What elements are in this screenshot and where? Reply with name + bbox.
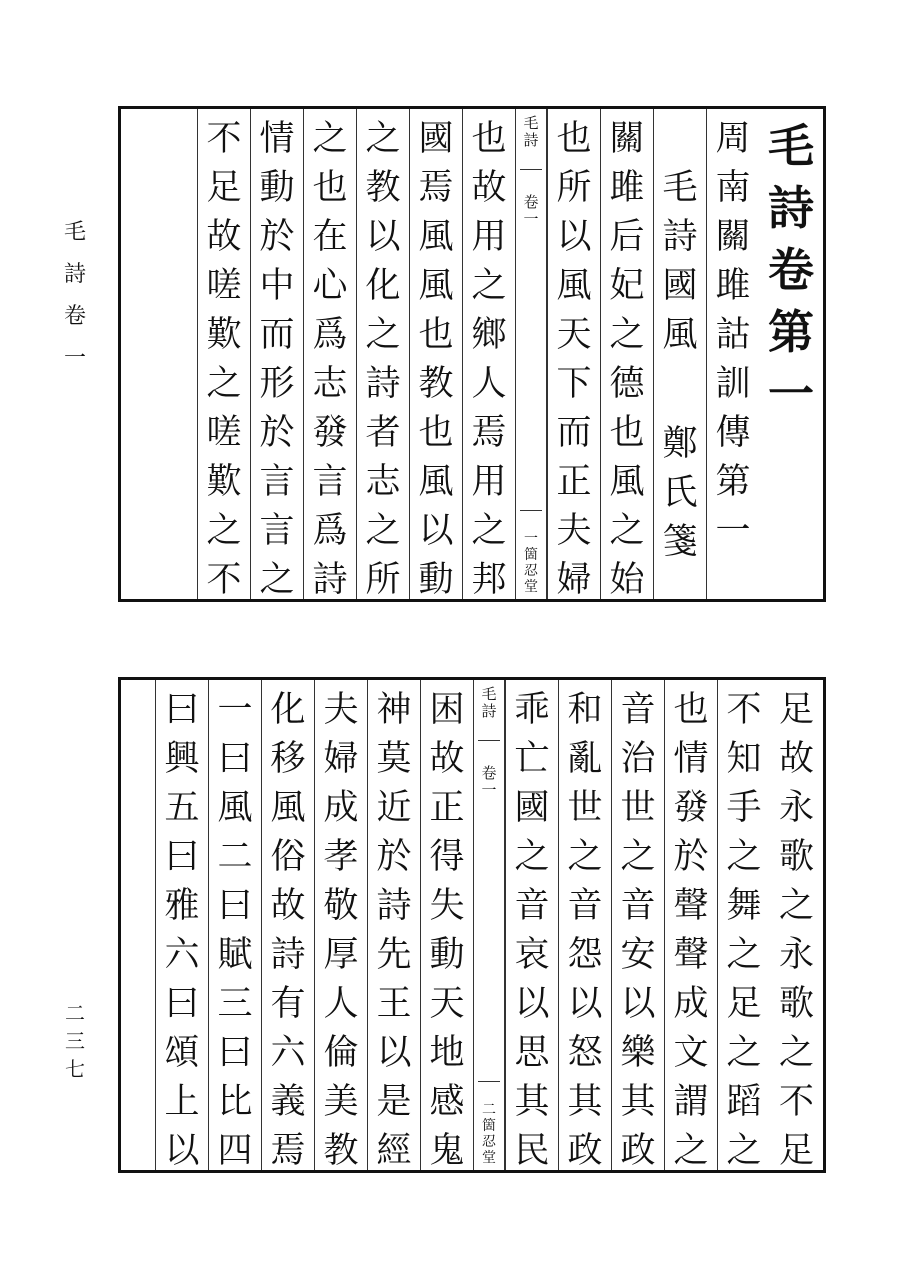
text-column xyxy=(356,109,409,599)
text-char: 詩 xyxy=(376,886,412,926)
text-column xyxy=(208,680,261,1170)
text-char: 之 xyxy=(365,315,401,355)
text-column xyxy=(611,680,664,1170)
text-char: 怒 xyxy=(567,1033,603,1073)
text-char: 美 xyxy=(323,1082,359,1122)
text-char: 俗 xyxy=(270,837,306,877)
text-char: 鬼 xyxy=(429,1131,465,1171)
text-char: 怨 xyxy=(567,935,603,975)
text-char: 足 xyxy=(726,984,762,1024)
text-char: 人 xyxy=(471,364,507,404)
text-char: 興 xyxy=(164,739,200,779)
text-char: 也 xyxy=(418,315,454,355)
text-char: 關 xyxy=(609,119,645,159)
text-char: 焉 xyxy=(471,413,507,453)
text-char: 成 xyxy=(673,984,709,1024)
text-char: 之 xyxy=(726,837,762,877)
text-char: 永 xyxy=(778,788,814,828)
text-char: 感 xyxy=(429,1082,465,1122)
text-char: 箋 xyxy=(662,522,698,562)
strip-char: 卷 xyxy=(481,764,497,782)
text-char: 雎 xyxy=(609,168,645,208)
text-column xyxy=(409,109,462,599)
text-char: 治 xyxy=(620,739,656,779)
text-char: 國 xyxy=(418,119,454,159)
text-char: 之 xyxy=(471,511,507,551)
text-char: 南 xyxy=(715,168,751,208)
text-column xyxy=(462,109,515,599)
text-char: 和 xyxy=(567,690,603,730)
text-char: 一 xyxy=(715,511,751,551)
text-char: 亂 xyxy=(567,739,603,779)
strip-char: 二 xyxy=(482,1102,496,1118)
top-folio xyxy=(118,106,826,602)
text-char: 哀 xyxy=(514,935,550,975)
text-char: 經 xyxy=(376,1131,412,1171)
text-char: 其 xyxy=(514,1082,550,1122)
text-char: 以 xyxy=(418,511,454,551)
text-char: 人 xyxy=(323,984,359,1024)
text-char: 之 xyxy=(206,364,242,404)
strip-rule xyxy=(478,1081,500,1082)
text-char: 天 xyxy=(556,315,592,355)
strip-char: 忍 xyxy=(524,563,538,579)
text-char: 動 xyxy=(429,935,465,975)
text-char: 婦 xyxy=(323,739,359,779)
text-char: 六 xyxy=(164,935,200,975)
text-char: 樂 xyxy=(620,1033,656,1073)
title-column xyxy=(759,109,823,599)
text-char: 困 xyxy=(429,690,465,730)
text-char: 嗟 xyxy=(206,413,242,453)
text-char: 蹈 xyxy=(726,1082,762,1122)
text-char: 歌 xyxy=(778,984,814,1024)
text-char: 言 xyxy=(259,511,295,551)
text-char: 六 xyxy=(270,1033,306,1073)
text-char: 動 xyxy=(259,168,295,208)
text-char: 義 xyxy=(270,1082,306,1122)
text-char: 風 xyxy=(556,266,592,306)
text-char: 鄭 xyxy=(662,424,698,464)
text-char: 之 xyxy=(620,837,656,877)
text-char: 發 xyxy=(673,788,709,828)
text-column xyxy=(547,109,600,599)
text-char: 而 xyxy=(259,315,295,355)
strip-char: 堂 xyxy=(524,579,538,595)
text-char: 之 xyxy=(726,935,762,975)
text-char: 風 xyxy=(418,266,454,306)
strip-char: 箇 xyxy=(524,547,538,563)
text-char: 於 xyxy=(376,837,412,877)
strip-rule xyxy=(520,510,542,511)
text-char: 傳 xyxy=(715,413,751,453)
text-char: 賦 xyxy=(217,935,253,975)
text-char: 孝 xyxy=(323,837,359,877)
text-char: 之 xyxy=(206,511,242,551)
text-char: 足 xyxy=(778,690,814,730)
text-char: 以 xyxy=(514,984,550,1024)
text-char: 志 xyxy=(312,364,348,404)
text-char: 一 xyxy=(217,690,253,730)
text-char: 文 xyxy=(673,1033,709,1073)
margin-title-char: 卷 xyxy=(63,304,86,329)
text-char: 五 xyxy=(164,788,200,828)
text-char: 厚 xyxy=(323,935,359,975)
text-char: 謂 xyxy=(673,1082,709,1122)
text-char: 曰 xyxy=(164,837,200,877)
text-char: 雎 xyxy=(715,266,751,306)
strip-char: 箇 xyxy=(482,1118,496,1134)
text-char: 所 xyxy=(556,168,592,208)
text-char: 安 xyxy=(620,935,656,975)
text-char: 音 xyxy=(620,690,656,730)
text-char: 情 xyxy=(259,119,295,159)
text-char: 訓 xyxy=(715,364,751,404)
text-char: 言 xyxy=(259,462,295,502)
strip-rule xyxy=(520,169,542,170)
text-char: 王 xyxy=(376,984,412,1024)
text-char: 也 xyxy=(471,119,507,159)
text-char: 之 xyxy=(514,837,550,877)
page-number-char: 三 xyxy=(65,1029,85,1053)
text-char: 其 xyxy=(567,1082,603,1122)
strip-char: 毛 xyxy=(523,114,539,132)
strip-char: 堂 xyxy=(482,1150,496,1166)
text-char: 之 xyxy=(726,1033,762,1073)
text-column xyxy=(664,680,717,1170)
text-char: 音 xyxy=(567,886,603,926)
text-char: 爲 xyxy=(312,511,348,551)
text-column xyxy=(261,680,314,1170)
text-char: 三 xyxy=(217,984,253,1024)
text-char: 故 xyxy=(206,217,242,257)
text-char: 思 xyxy=(514,1033,550,1073)
text-char: 始 xyxy=(609,560,645,600)
text-char: 舞 xyxy=(726,886,762,926)
margin-page-number xyxy=(60,1003,90,1087)
text-char: 之 xyxy=(609,511,645,551)
text-char: 以 xyxy=(376,1033,412,1073)
text-column xyxy=(420,680,473,1170)
strip-char: 一 xyxy=(481,781,497,799)
text-char: 曰 xyxy=(217,1033,253,1073)
text-char: 永 xyxy=(778,935,814,975)
text-char: 足 xyxy=(778,1131,814,1171)
text-char: 四 xyxy=(217,1131,253,1171)
text-char: 先 xyxy=(376,935,412,975)
text-char: 不 xyxy=(206,560,242,600)
text-char: 以 xyxy=(365,217,401,257)
text-char: 歎 xyxy=(206,315,242,355)
text-char: 妃 xyxy=(609,266,645,306)
text-char: 教 xyxy=(323,1131,359,1171)
text-char: 第 xyxy=(715,462,751,502)
text-char: 之 xyxy=(259,560,295,600)
text-char: 之 xyxy=(778,886,814,926)
text-char: 頌 xyxy=(164,1033,200,1073)
text-char: 之 xyxy=(471,266,507,306)
strip-rule xyxy=(478,740,500,741)
text-char: 政 xyxy=(567,1131,603,1171)
strip-char: 詩 xyxy=(523,131,539,149)
text-char: 知 xyxy=(726,739,762,779)
text-char: 之 xyxy=(726,1131,762,1171)
text-char: 政 xyxy=(620,1131,656,1171)
text-char: 婦 xyxy=(556,560,592,600)
text-char: 下 xyxy=(556,364,592,404)
text-column xyxy=(717,680,770,1170)
text-column xyxy=(303,109,356,599)
text-char: 焉 xyxy=(418,168,454,208)
text-column xyxy=(197,109,250,599)
text-char: 是 xyxy=(376,1082,412,1122)
text-char: 成 xyxy=(323,788,359,828)
text-char: 關 xyxy=(715,217,751,257)
text-char: 歎 xyxy=(206,462,242,502)
text-char: 心 xyxy=(312,266,348,306)
text-char: 周 xyxy=(715,119,751,159)
text-char: 得 xyxy=(429,837,465,877)
margin-book-title xyxy=(60,222,90,390)
text-char: 民 xyxy=(514,1131,550,1171)
text-char: 詩 xyxy=(662,217,698,257)
text-char: 邦 xyxy=(471,560,507,600)
page-number-char: 七 xyxy=(65,1057,85,1081)
text-char: 二 xyxy=(217,837,253,877)
text-char: 者 xyxy=(365,413,401,453)
fold-strip xyxy=(473,680,505,1170)
text-char: 亡 xyxy=(514,739,550,779)
text-char: 教 xyxy=(418,364,454,404)
text-char: 地 xyxy=(429,1033,465,1073)
text-char: 以 xyxy=(164,1131,200,1171)
text-char: 而 xyxy=(556,413,592,453)
text-char: 夫 xyxy=(556,511,592,551)
page-number-char: 二 xyxy=(65,1001,85,1025)
title-char: 毛 xyxy=(768,119,814,173)
text-char: 國 xyxy=(514,788,550,828)
text-char: 中 xyxy=(259,266,295,306)
text-char: 風 xyxy=(418,462,454,502)
text-char: 用 xyxy=(471,217,507,257)
text-char: 以 xyxy=(620,984,656,1024)
text-char: 在 xyxy=(312,217,348,257)
text-char: 也 xyxy=(609,413,645,453)
text-char: 以 xyxy=(556,217,592,257)
title-char: 詩 xyxy=(768,181,814,235)
text-char: 音 xyxy=(620,886,656,926)
text-char: 情 xyxy=(673,739,709,779)
text-char: 有 xyxy=(270,984,306,1024)
text-char: 世 xyxy=(620,788,656,828)
text-char: 莫 xyxy=(376,739,412,779)
title-char: 卷 xyxy=(768,243,814,297)
text-char: 歌 xyxy=(778,837,814,877)
text-char: 后 xyxy=(609,217,645,257)
text-char: 故 xyxy=(471,168,507,208)
text-char: 其 xyxy=(620,1082,656,1122)
text-char: 上 xyxy=(164,1082,200,1122)
title-char: 第 xyxy=(768,305,814,359)
text-char: 正 xyxy=(556,462,592,502)
text-char: 正 xyxy=(429,788,465,828)
text-char: 風 xyxy=(418,217,454,257)
text-char: 詩 xyxy=(270,935,306,975)
author-column xyxy=(653,109,706,599)
text-column xyxy=(600,109,653,599)
text-char: 近 xyxy=(376,788,412,828)
title-char: 一 xyxy=(768,367,814,421)
text-char: 風 xyxy=(270,788,306,828)
text-char: 於 xyxy=(259,217,295,257)
text-char: 之 xyxy=(609,315,645,355)
text-char: 曰 xyxy=(217,886,253,926)
text-char: 詩 xyxy=(312,560,348,600)
strip-char: 毛 xyxy=(481,685,497,703)
text-char: 以 xyxy=(567,984,603,1024)
text-char: 焉 xyxy=(270,1131,306,1171)
text-char: 世 xyxy=(567,788,603,828)
text-column xyxy=(367,680,420,1170)
margin-title-char: 毛 xyxy=(63,220,86,245)
text-char: 之 xyxy=(365,511,401,551)
text-char: 曰 xyxy=(217,739,253,779)
text-char: 之 xyxy=(567,837,603,877)
text-char: 嗟 xyxy=(206,266,242,306)
text-char: 化 xyxy=(365,266,401,306)
text-column xyxy=(155,680,208,1170)
text-char: 詩 xyxy=(365,364,401,404)
text-char: 曰 xyxy=(164,984,200,1024)
text-column xyxy=(770,680,823,1170)
text-char: 志 xyxy=(365,462,401,502)
text-char: 言 xyxy=(312,462,348,502)
fold-strip xyxy=(515,109,547,599)
text-char: 之 xyxy=(365,119,401,159)
text-char: 毛 xyxy=(662,168,698,208)
text-char: 故 xyxy=(270,886,306,926)
text-char: 也 xyxy=(418,413,454,453)
text-char: 之 xyxy=(778,1033,814,1073)
text-char: 雅 xyxy=(164,886,200,926)
text-char: 比 xyxy=(217,1082,253,1122)
strip-char: 詩 xyxy=(481,702,497,720)
text-char: 國 xyxy=(662,266,698,306)
text-char: 德 xyxy=(609,364,645,404)
strip-char: 卷 xyxy=(523,193,539,211)
text-column xyxy=(250,109,303,599)
text-char: 敬 xyxy=(323,886,359,926)
strip-char: 忍 xyxy=(482,1134,496,1150)
text-char: 故 xyxy=(778,739,814,779)
text-char: 氏 xyxy=(662,473,698,513)
text-char: 也 xyxy=(673,690,709,730)
text-char: 教 xyxy=(365,168,401,208)
text-char: 鄉 xyxy=(471,315,507,355)
text-char: 所 xyxy=(365,560,401,600)
text-char: 移 xyxy=(270,739,306,779)
text-char: 足 xyxy=(206,168,242,208)
text-char: 風 xyxy=(609,462,645,502)
text-char: 之 xyxy=(673,1131,709,1171)
text-char: 曰 xyxy=(164,690,200,730)
text-char: 詁 xyxy=(715,315,751,355)
text-char: 不 xyxy=(206,119,242,159)
chapter-column xyxy=(706,109,759,599)
text-char: 神 xyxy=(376,690,412,730)
text-char: 風 xyxy=(217,788,253,828)
margin-title-char: 一 xyxy=(63,346,86,371)
text-char: 音 xyxy=(514,886,550,926)
text-char: 也 xyxy=(556,119,592,159)
bottom-folio xyxy=(118,677,826,1173)
strip-char: 一 xyxy=(523,210,539,228)
text-char: 化 xyxy=(270,690,306,730)
margin-title-char: 詩 xyxy=(63,262,86,287)
text-char: 用 xyxy=(471,462,507,502)
text-char: 也 xyxy=(312,168,348,208)
text-char: 倫 xyxy=(323,1033,359,1073)
text-char: 聲 xyxy=(673,886,709,926)
text-char: 失 xyxy=(429,886,465,926)
text-char: 爲 xyxy=(312,315,348,355)
text-char: 於 xyxy=(673,837,709,877)
text-char: 不 xyxy=(778,1082,814,1122)
text-char: 之 xyxy=(312,119,348,159)
strip-char: 一 xyxy=(524,531,538,547)
text-column xyxy=(314,680,367,1170)
text-char: 發 xyxy=(312,413,348,453)
text-char: 聲 xyxy=(673,935,709,975)
text-char: 乖 xyxy=(514,690,550,730)
text-column xyxy=(505,680,558,1170)
text-char: 形 xyxy=(259,364,295,404)
text-char: 動 xyxy=(418,560,454,600)
text-char: 手 xyxy=(726,788,762,828)
text-char: 風 xyxy=(662,315,698,355)
text-char: 夫 xyxy=(323,690,359,730)
text-char: 於 xyxy=(259,413,295,453)
text-char: 不 xyxy=(726,690,762,730)
text-char: 天 xyxy=(429,984,465,1024)
text-char: 故 xyxy=(429,739,465,779)
text-column xyxy=(558,680,611,1170)
